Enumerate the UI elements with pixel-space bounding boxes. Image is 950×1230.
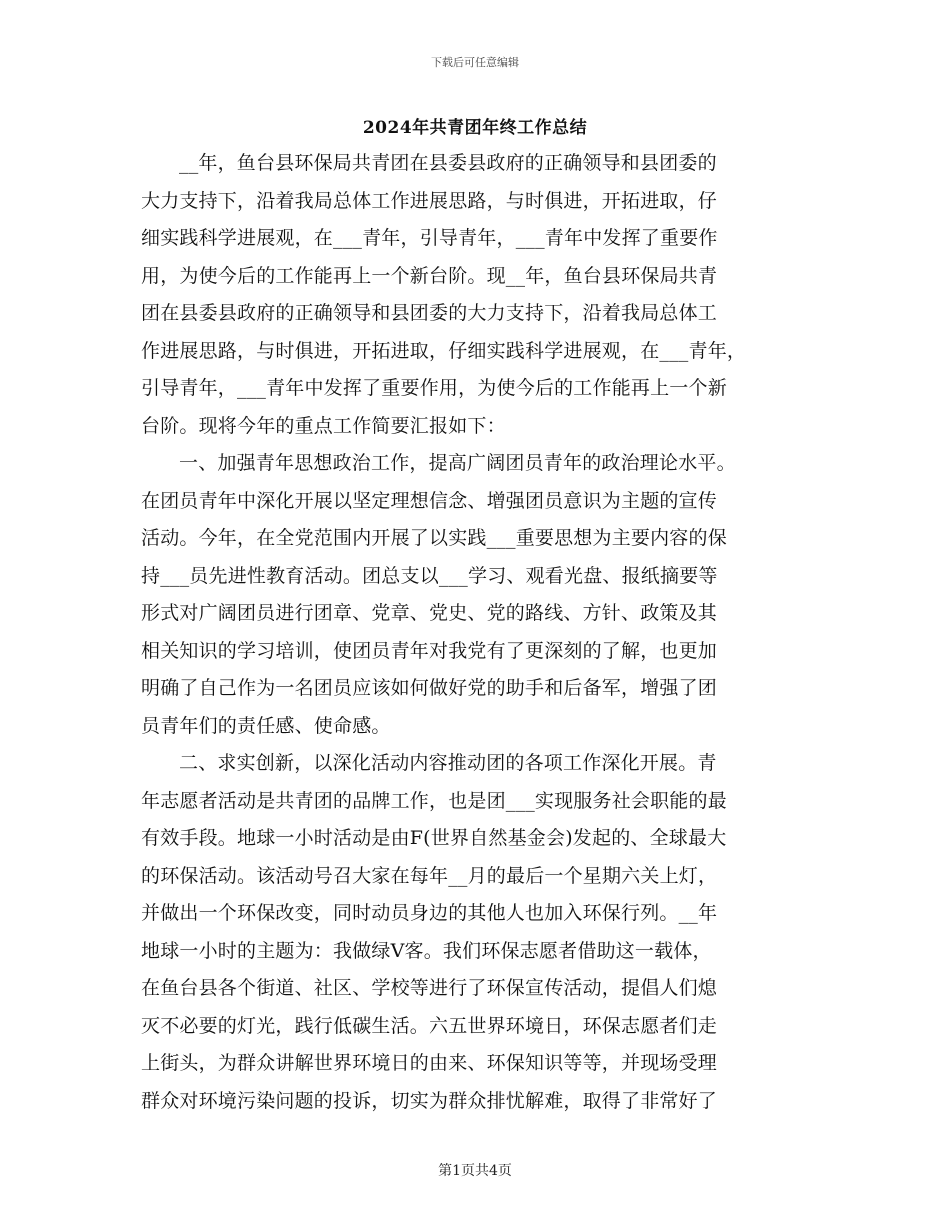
body-line: 形式对广阔团员进行团章、党章、党史、党的路线、方针、政策及其 bbox=[141, 602, 718, 624]
body-line: 灭不必要的灯光，践行低碳生活。六五世界环境日，环保志愿者们走 bbox=[141, 1014, 718, 1037]
body-line: 在鱼台县各个街道、社区、学校等进行了环保宣传活动，提倡人们熄 bbox=[141, 977, 718, 999]
body-line: 年志愿者活动是共青团的品牌工作，也是团___实现服务社会职能的最 bbox=[141, 789, 727, 812]
body-line: 大力支持下，沿着我局总体工作进展思路，与时俱进，开拓进取，仔 bbox=[141, 189, 718, 212]
body-line: 台阶。现将今年的重点工作简要汇报如下： bbox=[141, 414, 506, 437]
body-line: 明确了自己作为一名团员应该如何做好党的助手和后备军，增强了团 bbox=[141, 677, 718, 699]
body-line: 用，为使今后的工作能再上一个新台阶。现__年，鱼台县环保局共青 bbox=[141, 264, 718, 287]
body-line: 二、求实创新，以深化活动内容推动团的各项工作深化开展。青 bbox=[179, 752, 717, 774]
document-body bbox=[141, 145, 811, 1120]
body-line: 群众对环境污染问题的投诉，切实为群众排忧解难，取得了非常好了 bbox=[141, 1089, 718, 1112]
body-line: 细实践科学进展观，在___青年，引导青年，___青年中发挥了重要作 bbox=[141, 227, 718, 249]
body-line: 上街头，为群众讲解世界环境日的由来、环保知识等等，并现场受理 bbox=[141, 1052, 718, 1074]
body-line: 有效手段。地球一小时活动是由F(世界自然基金会)发起的、全球最大 bbox=[141, 827, 727, 849]
body-line: __年，鱼台县环保局共青团在县委县政府的正确领导和县团委的 bbox=[179, 152, 717, 174]
body-line: 活动。今年，在全党范围内开展了以实践___重要思想为主要内容的保 bbox=[141, 527, 727, 549]
body-line: 员青年们的责任感、使命感。 bbox=[141, 714, 391, 737]
body-line: 相关知识的学习培训，使团员青年对我党有了更深刻的了解，也更加 bbox=[141, 639, 718, 662]
body-line: 一、加强青年思想政治工作，提高广阔团员青年的政治理论水平。 bbox=[179, 452, 736, 474]
document-title: 2024年共青团年终工作总结 bbox=[362, 118, 588, 138]
body-line: 持___员先进性教育活动。团总支以___学习、观看光盘、报纸摘要等 bbox=[141, 564, 718, 587]
body-line: 的环保活动。该活动号召大家在每年__月的最后一个星期六关上灯， bbox=[141, 864, 718, 887]
body-line: 作进展思路，与时俱进，开拓进取，仔细实践科学进展观，在___青年， bbox=[141, 339, 747, 362]
body-line: 并做出一个环保改变，同时动员身边的其他人也加入环保行列。__年 bbox=[141, 902, 718, 924]
body-line: 团在县委县政府的正确领导和县团委的大力支持下，沿着我局总体工 bbox=[141, 302, 718, 324]
body-line: 引导青年，___青年中发挥了重要作用，为使今后的工作能再上一个新 bbox=[141, 377, 727, 399]
page-number-footer: 第1页共4页 bbox=[438, 1163, 512, 1179]
header-note: 下载后可任意编辑 bbox=[431, 56, 519, 69]
body-line: 地球一小时的主题为：我做绿V客。我们环保志愿者借助这一载体， bbox=[141, 939, 712, 962]
body-line: 在团员青年中深化开展以坚定理想信念、增强团员意识为主题的宣传 bbox=[141, 489, 718, 512]
